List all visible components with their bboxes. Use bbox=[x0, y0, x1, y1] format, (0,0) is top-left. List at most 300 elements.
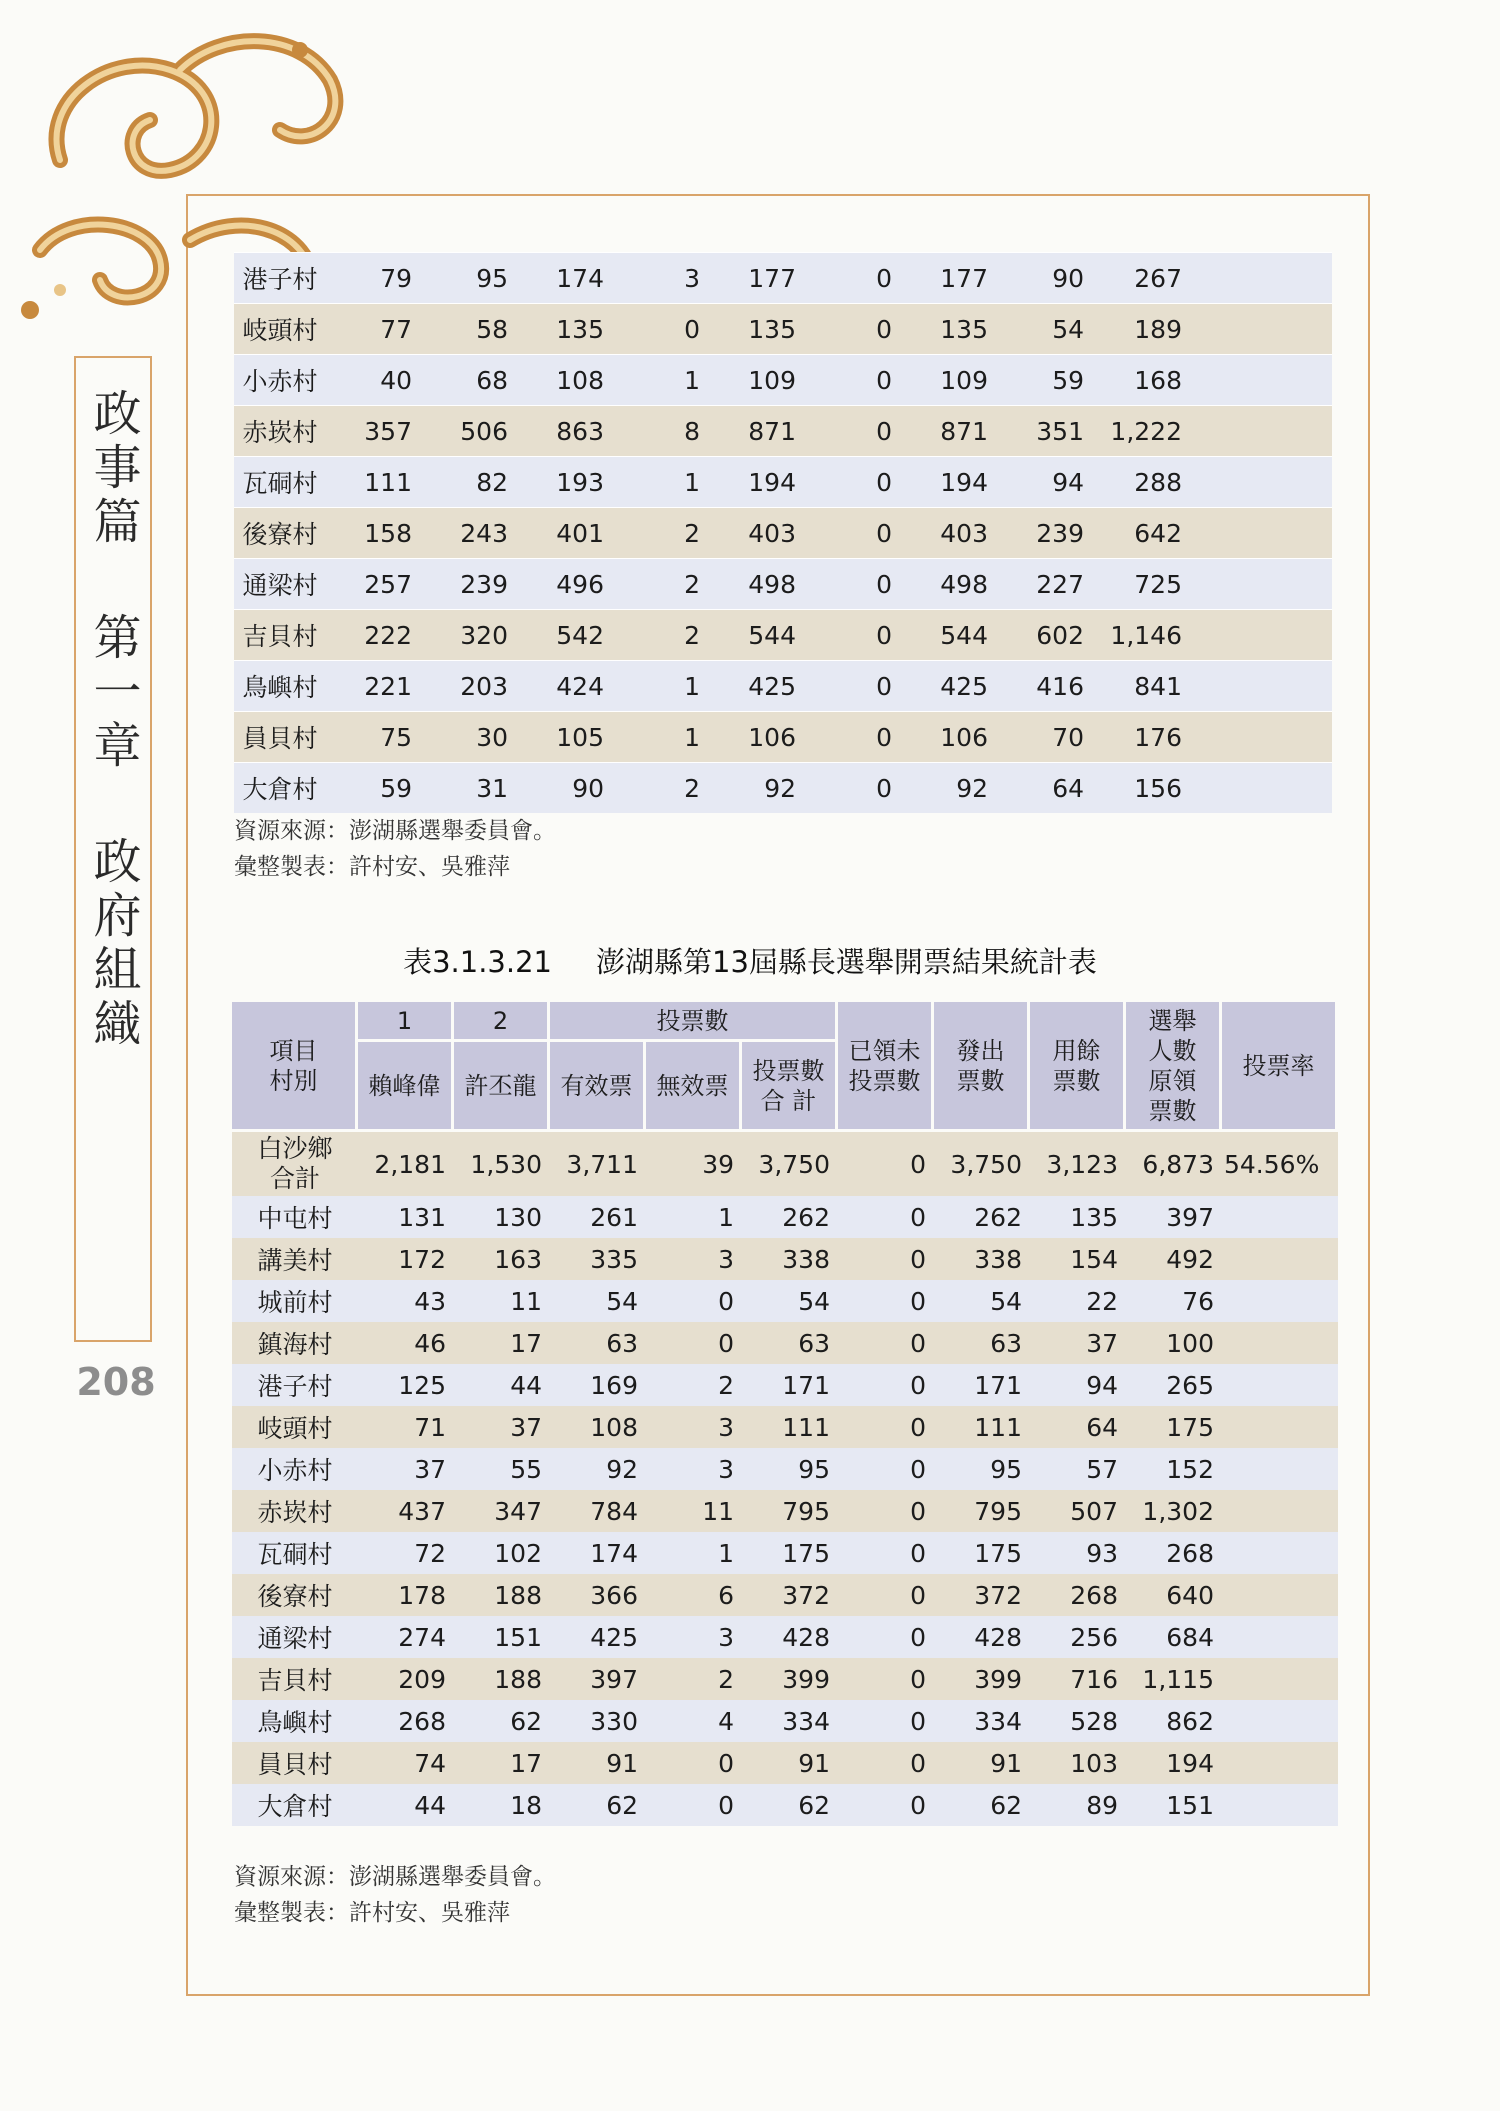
value-cell: 62 bbox=[550, 1784, 646, 1826]
value-cell: 2 bbox=[612, 507, 708, 558]
value-cell bbox=[1222, 1616, 1338, 1658]
value-cell bbox=[1190, 252, 1332, 303]
table-row bbox=[232, 1700, 1338, 1742]
value-cell: 498 bbox=[708, 558, 804, 609]
value-cell: 6 bbox=[646, 1574, 742, 1616]
value-cell: 37 bbox=[1030, 1322, 1126, 1364]
value-cell: 109 bbox=[708, 354, 804, 405]
village-name-cell: 岐頭村 bbox=[234, 303, 326, 354]
header-electors-line4: 票數 bbox=[1148, 1096, 1197, 1125]
value-cell: 59 bbox=[996, 354, 1092, 405]
header-total bbox=[742, 1042, 838, 1132]
value-cell: 11 bbox=[646, 1490, 742, 1532]
table-row bbox=[234, 507, 1332, 558]
value-cell: 1 bbox=[612, 711, 708, 762]
table-row bbox=[234, 711, 1332, 762]
village-name-cell: 城前村 bbox=[232, 1280, 358, 1322]
value-cell: 193 bbox=[516, 456, 612, 507]
value-cell bbox=[1222, 1574, 1338, 1616]
value-cell bbox=[1222, 1364, 1338, 1406]
table-row bbox=[234, 456, 1332, 507]
value-cell: 89 bbox=[1030, 1784, 1126, 1826]
value-cell: 716 bbox=[1030, 1658, 1126, 1700]
value-cell: 44 bbox=[358, 1784, 454, 1826]
value-cell: 425 bbox=[708, 660, 804, 711]
value-cell: 94 bbox=[1030, 1364, 1126, 1406]
value-cell bbox=[1190, 303, 1332, 354]
value-cell: 175 bbox=[742, 1532, 838, 1574]
value-cell bbox=[1222, 1742, 1338, 1784]
value-cell: 43 bbox=[358, 1280, 454, 1322]
header-invalid: 無效票 bbox=[646, 1042, 742, 1132]
value-cell: 357 bbox=[326, 405, 420, 456]
value-cell: 55 bbox=[454, 1448, 550, 1490]
total-row-name-line2: 合計 bbox=[269, 1164, 320, 1193]
value-cell: 40 bbox=[326, 354, 420, 405]
value-cell: 68 bbox=[420, 354, 516, 405]
header-electors-line3: 原領 bbox=[1148, 1066, 1197, 1095]
election-results-table bbox=[232, 1002, 1338, 1826]
value-cell: 397 bbox=[1126, 1196, 1222, 1238]
header-unused-line1: 已領未 bbox=[848, 1036, 921, 1065]
value-cell: 1 bbox=[646, 1196, 742, 1238]
value-cell: 725 bbox=[1092, 558, 1190, 609]
value-cell: 0 bbox=[838, 1322, 934, 1364]
value-cell: 152 bbox=[1126, 1448, 1222, 1490]
value-cell: 74 bbox=[358, 1742, 454, 1784]
value-cell: 784 bbox=[550, 1490, 646, 1532]
value-cell: 0 bbox=[804, 252, 900, 303]
value-cell: 0 bbox=[838, 1406, 934, 1448]
value-cell: 3 bbox=[646, 1238, 742, 1280]
value-cell: 496 bbox=[516, 558, 612, 609]
value-cell: 544 bbox=[708, 609, 804, 660]
value-cell: 177 bbox=[708, 252, 804, 303]
value-cell: 334 bbox=[934, 1700, 1030, 1742]
value-cell: 54 bbox=[934, 1280, 1030, 1322]
value-cell: 0 bbox=[804, 711, 900, 762]
value-cell: 262 bbox=[934, 1196, 1030, 1238]
value-cell: 103 bbox=[1030, 1742, 1126, 1784]
value-cell bbox=[1190, 660, 1332, 711]
value-cell bbox=[1190, 762, 1332, 813]
value-cell: 3 bbox=[646, 1448, 742, 1490]
value-cell: 168 bbox=[1092, 354, 1190, 405]
village-name-cell: 鳥嶼村 bbox=[234, 660, 326, 711]
value-cell: 135 bbox=[900, 303, 996, 354]
value-cell: 175 bbox=[1126, 1406, 1222, 1448]
table-row bbox=[232, 1322, 1338, 1364]
total-votes: 3,750 bbox=[742, 1132, 838, 1196]
value-cell: 163 bbox=[454, 1238, 550, 1280]
continued-results-table bbox=[234, 252, 1332, 813]
value-cell: 428 bbox=[934, 1616, 1030, 1658]
value-cell: 0 bbox=[838, 1658, 934, 1700]
value-cell: 265 bbox=[1126, 1364, 1222, 1406]
header-votes-group: 投票數 bbox=[550, 1002, 838, 1042]
table-row bbox=[232, 1742, 1338, 1784]
header-electors-line1: 選舉 bbox=[1148, 1006, 1197, 1035]
value-cell: 22 bbox=[1030, 1280, 1126, 1322]
value-cell: 63 bbox=[934, 1322, 1030, 1364]
value-cell: 0 bbox=[804, 456, 900, 507]
value-cell: 268 bbox=[358, 1700, 454, 1742]
value-cell: 0 bbox=[646, 1280, 742, 1322]
value-cell: 0 bbox=[838, 1742, 934, 1784]
value-cell: 1 bbox=[612, 354, 708, 405]
table2-caption bbox=[0, 940, 1500, 981]
value-cell: 17 bbox=[454, 1742, 550, 1784]
value-cell: 227 bbox=[996, 558, 1092, 609]
value-cell: 70 bbox=[996, 711, 1092, 762]
value-cell: 366 bbox=[550, 1574, 646, 1616]
village-name-cell: 鎮海村 bbox=[232, 1322, 358, 1364]
value-cell: 44 bbox=[454, 1364, 550, 1406]
total-invalid: 39 bbox=[646, 1132, 742, 1196]
header-item-label: 項目 bbox=[269, 1036, 318, 1065]
value-cell: 71 bbox=[358, 1406, 454, 1448]
total-turnout: 54.56% bbox=[1222, 1132, 1338, 1196]
value-cell: 0 bbox=[646, 1742, 742, 1784]
value-cell: 397 bbox=[550, 1658, 646, 1700]
value-cell: 156 bbox=[1092, 762, 1190, 813]
chapter-sidebar bbox=[74, 356, 152, 1342]
value-cell: 416 bbox=[996, 660, 1092, 711]
value-cell bbox=[1190, 507, 1332, 558]
value-cell: 109 bbox=[900, 354, 996, 405]
value-cell: 0 bbox=[838, 1448, 934, 1490]
header-cand1-no: 1 bbox=[358, 1002, 454, 1042]
page-number: 208 bbox=[76, 1360, 156, 1404]
value-cell: 11 bbox=[454, 1280, 550, 1322]
value-cell: 267 bbox=[1092, 252, 1190, 303]
value-cell: 194 bbox=[1126, 1742, 1222, 1784]
village-name-cell: 港子村 bbox=[232, 1364, 358, 1406]
village-name-cell: 鳥嶼村 bbox=[232, 1700, 358, 1742]
value-cell: 174 bbox=[550, 1532, 646, 1574]
total-row-name-line1: 白沙鄉 bbox=[257, 1134, 333, 1163]
value-cell: 174 bbox=[516, 252, 612, 303]
value-cell: 334 bbox=[742, 1700, 838, 1742]
village-name-cell: 赤崁村 bbox=[232, 1490, 358, 1532]
value-cell: 0 bbox=[646, 1322, 742, 1364]
value-cell: 106 bbox=[708, 711, 804, 762]
value-cell: 76 bbox=[1126, 1280, 1222, 1322]
value-cell: 243 bbox=[420, 507, 516, 558]
value-cell: 338 bbox=[934, 1238, 1030, 1280]
total-cand2: 1,530 bbox=[454, 1132, 550, 1196]
value-cell: 176 bbox=[1092, 711, 1190, 762]
value-cell: 158 bbox=[326, 507, 420, 558]
total-valid: 3,711 bbox=[550, 1132, 646, 1196]
village-name-cell: 港子村 bbox=[234, 252, 326, 303]
value-cell bbox=[1222, 1406, 1338, 1448]
table-row bbox=[234, 558, 1332, 609]
value-cell: 194 bbox=[708, 456, 804, 507]
value-cell: 100 bbox=[1126, 1322, 1222, 1364]
value-cell: 399 bbox=[934, 1658, 1030, 1700]
value-cell: 151 bbox=[1126, 1784, 1222, 1826]
value-cell: 506 bbox=[420, 405, 516, 456]
value-cell: 372 bbox=[742, 1574, 838, 1616]
value-cell: 498 bbox=[900, 558, 996, 609]
table1-source-note: 資源來源：澎湖縣選舉委員會。 bbox=[234, 818, 556, 844]
header-issued-line2: 票數 bbox=[956, 1066, 1005, 1095]
value-cell: 82 bbox=[420, 456, 516, 507]
value-cell: 399 bbox=[742, 1658, 838, 1700]
value-cell: 30 bbox=[420, 711, 516, 762]
value-cell: 54 bbox=[742, 1280, 838, 1322]
value-cell: 75 bbox=[326, 711, 420, 762]
village-name-cell: 赤崁村 bbox=[234, 405, 326, 456]
total-issued: 3,750 bbox=[934, 1132, 1030, 1196]
value-cell: 403 bbox=[708, 507, 804, 558]
total-remain: 3,123 bbox=[1030, 1132, 1126, 1196]
value-cell: 62 bbox=[454, 1700, 550, 1742]
value-cell: 257 bbox=[326, 558, 420, 609]
value-cell: 111 bbox=[934, 1406, 1030, 1448]
value-cell: 274 bbox=[358, 1616, 454, 1658]
value-cell bbox=[1222, 1280, 1338, 1322]
value-cell: 425 bbox=[900, 660, 996, 711]
total-electors: 6,873 bbox=[1126, 1132, 1222, 1196]
value-cell: 256 bbox=[1030, 1616, 1126, 1658]
value-cell: 862 bbox=[1126, 1700, 1222, 1742]
value-cell: 8 bbox=[612, 405, 708, 456]
value-cell: 795 bbox=[934, 1490, 1030, 1532]
value-cell: 59 bbox=[326, 762, 420, 813]
value-cell bbox=[1190, 609, 1332, 660]
value-cell: 330 bbox=[550, 1700, 646, 1742]
village-name-cell: 吉貝村 bbox=[232, 1658, 358, 1700]
value-cell: 64 bbox=[996, 762, 1092, 813]
value-cell: 125 bbox=[358, 1364, 454, 1406]
header-cand2-name: 許丕龍 bbox=[454, 1042, 550, 1132]
chapter-title: 政事篇 第一章 政府組織 bbox=[85, 388, 141, 1052]
value-cell: 0 bbox=[804, 660, 900, 711]
value-cell: 0 bbox=[838, 1238, 934, 1280]
value-cell: 0 bbox=[838, 1700, 934, 1742]
value-cell bbox=[1222, 1238, 1338, 1280]
table-row bbox=[234, 609, 1332, 660]
total-row-name bbox=[232, 1132, 358, 1196]
value-cell: 335 bbox=[550, 1238, 646, 1280]
value-cell: 0 bbox=[646, 1784, 742, 1826]
header-village-label: 村別 bbox=[269, 1066, 318, 1095]
value-cell: 0 bbox=[838, 1532, 934, 1574]
value-cell: 351 bbox=[996, 405, 1092, 456]
value-cell bbox=[1222, 1322, 1338, 1364]
value-cell bbox=[1222, 1658, 1338, 1700]
value-cell bbox=[1222, 1784, 1338, 1826]
value-cell: 54 bbox=[550, 1280, 646, 1322]
value-cell: 239 bbox=[996, 507, 1092, 558]
value-cell: 0 bbox=[838, 1364, 934, 1406]
value-cell: 18 bbox=[454, 1784, 550, 1826]
village-name-cell: 大倉村 bbox=[232, 1784, 358, 1826]
total-cand1: 2,181 bbox=[358, 1132, 454, 1196]
value-cell: 1,115 bbox=[1126, 1658, 1222, 1700]
value-cell: 172 bbox=[358, 1238, 454, 1280]
value-cell: 2 bbox=[612, 558, 708, 609]
value-cell: 871 bbox=[900, 405, 996, 456]
table-row bbox=[232, 1784, 1338, 1826]
header-unused-line2: 投票數 bbox=[848, 1066, 921, 1095]
value-cell: 106 bbox=[900, 711, 996, 762]
value-cell: 0 bbox=[838, 1196, 934, 1238]
value-cell: 528 bbox=[1030, 1700, 1126, 1742]
value-cell: 37 bbox=[358, 1448, 454, 1490]
value-cell: 268 bbox=[1030, 1574, 1126, 1616]
value-cell: 1 bbox=[646, 1532, 742, 1574]
value-cell bbox=[1222, 1196, 1338, 1238]
value-cell: 507 bbox=[1030, 1490, 1126, 1532]
value-cell: 135 bbox=[516, 303, 612, 354]
table2-compiler-note: 彙整製表：許村安、吳雅萍 bbox=[234, 1900, 510, 1926]
village-name-cell: 員貝村 bbox=[232, 1742, 358, 1784]
value-cell: 401 bbox=[516, 507, 612, 558]
value-cell: 209 bbox=[358, 1658, 454, 1700]
header-item-village bbox=[232, 1002, 358, 1132]
value-cell: 372 bbox=[934, 1574, 1030, 1616]
value-cell: 795 bbox=[742, 1490, 838, 1532]
value-cell: 2 bbox=[612, 609, 708, 660]
value-cell: 262 bbox=[742, 1196, 838, 1238]
value-cell: 1,146 bbox=[1092, 609, 1190, 660]
table-row bbox=[234, 660, 1332, 711]
value-cell: 151 bbox=[454, 1616, 550, 1658]
value-cell: 0 bbox=[612, 303, 708, 354]
table-row bbox=[234, 303, 1332, 354]
value-cell: 2 bbox=[646, 1364, 742, 1406]
value-cell: 428 bbox=[742, 1616, 838, 1658]
value-cell: 221 bbox=[326, 660, 420, 711]
value-cell: 189 bbox=[1092, 303, 1190, 354]
value-cell: 131 bbox=[358, 1196, 454, 1238]
value-cell: 403 bbox=[900, 507, 996, 558]
value-cell: 105 bbox=[516, 711, 612, 762]
value-cell: 95 bbox=[742, 1448, 838, 1490]
value-cell bbox=[1190, 558, 1332, 609]
value-cell: 111 bbox=[326, 456, 420, 507]
value-cell: 111 bbox=[742, 1406, 838, 1448]
value-cell: 1,302 bbox=[1126, 1490, 1222, 1532]
value-cell: 90 bbox=[516, 762, 612, 813]
value-cell: 91 bbox=[934, 1742, 1030, 1784]
value-cell: 437 bbox=[358, 1490, 454, 1532]
value-cell bbox=[1190, 354, 1332, 405]
value-cell bbox=[1190, 405, 1332, 456]
value-cell: 239 bbox=[420, 558, 516, 609]
value-cell: 17 bbox=[454, 1322, 550, 1364]
header-total-line2: 合 計 bbox=[760, 1086, 817, 1115]
header-remain-line1: 用餘 bbox=[1052, 1036, 1101, 1065]
value-cell: 72 bbox=[358, 1532, 454, 1574]
header-valid: 有效票 bbox=[550, 1042, 646, 1132]
value-cell: 90 bbox=[996, 252, 1092, 303]
value-cell: 108 bbox=[516, 354, 612, 405]
value-cell: 1,222 bbox=[1092, 405, 1190, 456]
village-name-cell: 通梁村 bbox=[232, 1616, 358, 1658]
value-cell: 0 bbox=[804, 558, 900, 609]
village-name-cell: 小赤村 bbox=[232, 1448, 358, 1490]
value-cell: 135 bbox=[708, 303, 804, 354]
value-cell: 169 bbox=[550, 1364, 646, 1406]
value-cell: 58 bbox=[420, 303, 516, 354]
value-cell: 92 bbox=[708, 762, 804, 813]
value-cell: 3 bbox=[612, 252, 708, 303]
value-cell: 94 bbox=[996, 456, 1092, 507]
value-cell: 79 bbox=[326, 252, 420, 303]
header-electors-line2: 人數 bbox=[1148, 1036, 1197, 1065]
value-cell: 135 bbox=[1030, 1196, 1126, 1238]
value-cell: 57 bbox=[1030, 1448, 1126, 1490]
value-cell: 320 bbox=[420, 609, 516, 660]
value-cell: 0 bbox=[804, 507, 900, 558]
value-cell: 92 bbox=[900, 762, 996, 813]
value-cell: 0 bbox=[804, 303, 900, 354]
value-cell: 171 bbox=[742, 1364, 838, 1406]
value-cell: 642 bbox=[1092, 507, 1190, 558]
value-cell: 268 bbox=[1126, 1532, 1222, 1574]
value-cell: 347 bbox=[454, 1490, 550, 1532]
table-row bbox=[232, 1658, 1338, 1700]
value-cell: 63 bbox=[742, 1322, 838, 1364]
value-cell bbox=[1190, 711, 1332, 762]
table-row bbox=[232, 1406, 1338, 1448]
value-cell: 77 bbox=[326, 303, 420, 354]
header-unused bbox=[838, 1002, 934, 1132]
header-issued-line1: 發出 bbox=[956, 1036, 1005, 1065]
village-name-cell: 吉貝村 bbox=[234, 609, 326, 660]
value-cell: 0 bbox=[838, 1616, 934, 1658]
value-cell: 0 bbox=[838, 1490, 934, 1532]
value-cell: 62 bbox=[934, 1784, 1030, 1826]
value-cell: 62 bbox=[742, 1784, 838, 1826]
value-cell: 175 bbox=[934, 1532, 1030, 1574]
value-cell: 425 bbox=[550, 1616, 646, 1658]
value-cell bbox=[1222, 1490, 1338, 1532]
header-cand1-name: 賴峰偉 bbox=[358, 1042, 454, 1132]
value-cell: 102 bbox=[454, 1532, 550, 1574]
value-cell: 0 bbox=[804, 354, 900, 405]
header-total-line1: 投票數 bbox=[752, 1056, 825, 1085]
village-name-cell: 岐頭村 bbox=[232, 1406, 358, 1448]
value-cell: 0 bbox=[838, 1784, 934, 1826]
value-cell: 4 bbox=[646, 1700, 742, 1742]
village-name-cell: 大倉村 bbox=[234, 762, 326, 813]
value-cell: 108 bbox=[550, 1406, 646, 1448]
value-cell: 640 bbox=[1126, 1574, 1222, 1616]
value-cell: 188 bbox=[454, 1574, 550, 1616]
value-cell: 0 bbox=[804, 405, 900, 456]
value-cell: 871 bbox=[708, 405, 804, 456]
header-turnout: 投票率 bbox=[1222, 1002, 1338, 1132]
value-cell: 288 bbox=[1092, 456, 1190, 507]
value-cell: 0 bbox=[804, 609, 900, 660]
value-cell: 63 bbox=[550, 1322, 646, 1364]
value-cell bbox=[1190, 456, 1332, 507]
value-cell: 1 bbox=[612, 660, 708, 711]
value-cell: 0 bbox=[838, 1574, 934, 1616]
village-name-cell: 中屯村 bbox=[232, 1196, 358, 1238]
table-row bbox=[232, 1532, 1338, 1574]
table2-caption-number: 表3.1.3.21 bbox=[403, 945, 552, 979]
village-name-cell: 小赤村 bbox=[234, 354, 326, 405]
value-cell: 863 bbox=[516, 405, 612, 456]
value-cell: 92 bbox=[550, 1448, 646, 1490]
village-name-cell: 通梁村 bbox=[234, 558, 326, 609]
